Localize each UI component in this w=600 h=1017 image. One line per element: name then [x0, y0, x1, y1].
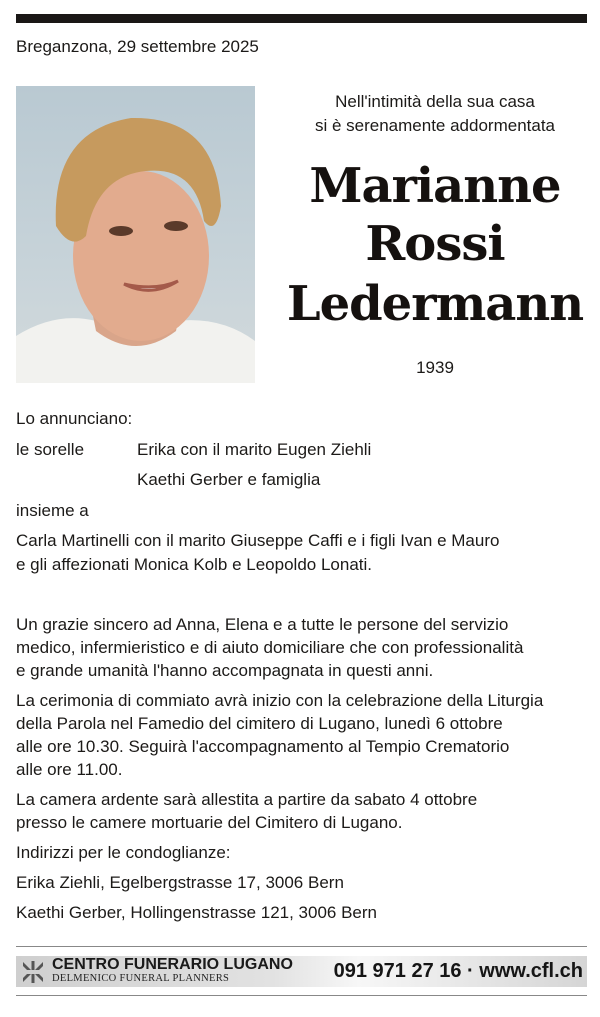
deceased-first-name: Marianne: [309, 158, 561, 214]
other-relatives-1: Carla Martinelli con il marito Giuseppe Caffi e i figli Ivan e Mauro: [16, 531, 500, 550]
relation-label: le sorelle: [16, 440, 85, 459]
funeral-home-logo-icon: [21, 960, 45, 984]
ceremony-line-4: alle ore 11.00.: [16, 760, 123, 779]
footer-rule-bottom: [16, 995, 587, 996]
sister-1: Erika con il marito Eugen Ziehli: [137, 440, 372, 459]
together-label: insieme a: [16, 501, 89, 520]
address-1: Erika Ziehli, Egelbergstrasse 17, 3006 Bern: [16, 873, 344, 892]
deceased-last-name: Ledermann: [286, 276, 584, 332]
chapel-line-1: La camera ardente sarà allestita a partire da sabato 4 ottobre: [16, 790, 478, 809]
funeral-home-name: CENTRO FUNERARIO LUGANO: [52, 956, 293, 973]
footer-rule-top: [16, 946, 587, 947]
address-2: Kaethi Gerber, Hollingenstrasse 121, 3006 Bern: [16, 903, 378, 922]
condolences-label: Indirizzi per le condoglianze:: [16, 843, 231, 862]
funeral-home-subtitle: DELMENICO FUNERAL PLANNERS: [52, 973, 230, 984]
intro-line-1: Nell'intimità della sua casa: [335, 92, 535, 111]
chapel-line-2: presso le camere mortuarie del Cimitero di Lugano.: [16, 813, 403, 832]
thanks-line-3: e grande umanità l'hanno accompagnata in questi anni.: [16, 661, 434, 680]
place-date: Breganzona, 29 settembre 2025: [16, 37, 259, 56]
birth-year: 1939: [416, 358, 454, 377]
thanks-line-1: Un grazie sincero ad Anna, Elena e a tutte le persone del servizio: [16, 615, 509, 634]
ceremony-line-1: La cerimonia di commiato avrà inizio con la celebrazione della Liturgia: [16, 691, 544, 710]
deceased-middle-name: Rossi: [365, 216, 505, 272]
top-border: [16, 14, 587, 23]
funeral-home-banner: [16, 956, 587, 987]
portrait-photo: [16, 86, 255, 383]
sister-2: Kaethi Gerber e famiglia: [137, 470, 321, 489]
ceremony-line-3: alle ore 10.30. Seguirà l'accompagnamento al Tempio Crematorio: [16, 737, 510, 756]
other-relatives-2: e gli affezionati Monica Kolb e Leopoldo Lonati.: [16, 555, 372, 574]
intro-line-2: si è serenamente addormentata: [314, 116, 556, 135]
funeral-home-contact: 091 971 27 16 · www.cfl.ch: [333, 960, 583, 982]
ceremony-line-2: della Parola nel Famedio del cimitero di Lugano, lunedì 6 ottobre: [16, 714, 503, 733]
announcers-intro: Lo annunciano:: [16, 409, 133, 428]
thanks-line-2: medico, infermieristico e di aiuto domiciliare che con professionalità: [16, 638, 524, 657]
